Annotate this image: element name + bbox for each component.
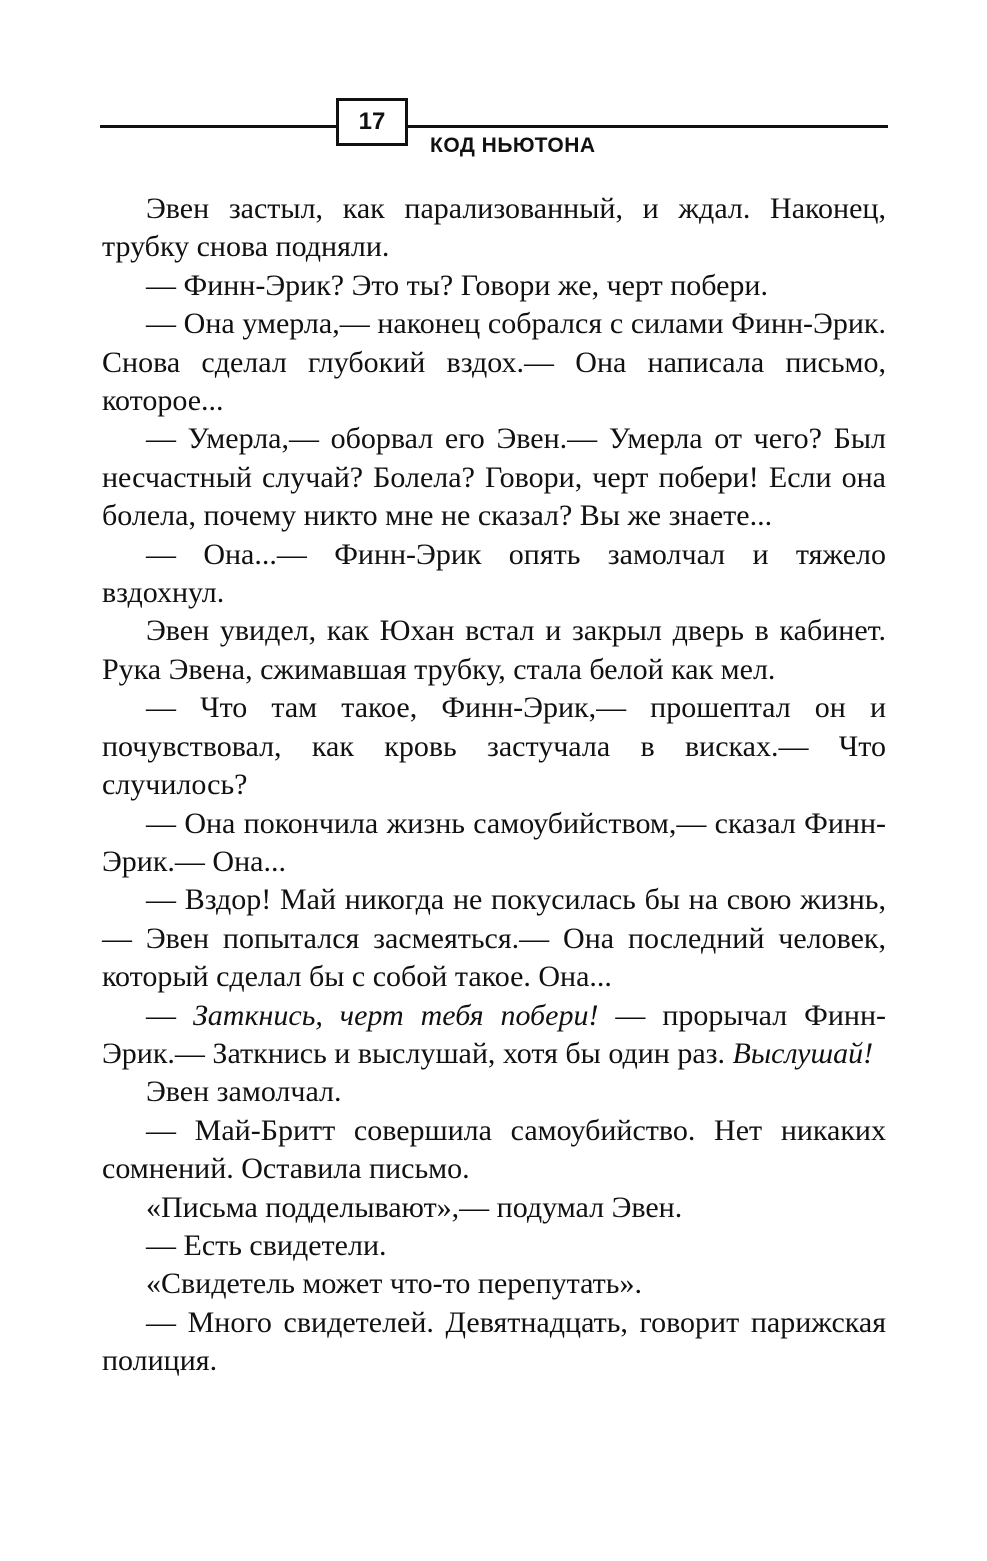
text-run: Эвен замолчал. <box>146 1075 342 1109</box>
body-text <box>102 190 886 1381</box>
paragraph <box>102 190 886 267</box>
paragraph <box>102 536 886 613</box>
paragraph <box>102 689 886 804</box>
italic-text-run: Выслушай! <box>732 1036 874 1070</box>
paragraph <box>102 881 886 996</box>
text-run: — Финн-Эрик? Это ты? Говори же, черт побери. <box>146 268 768 302</box>
paragraph <box>102 305 886 420</box>
paragraph <box>102 805 886 882</box>
paragraph <box>102 1304 886 1381</box>
text-run: — Много свидетелей. Девятнадцать, говорит парижская полиция. <box>102 1305 886 1378</box>
text-run: Эвен увидел, как Юхан встал и закрыл дверь в кабинет. Рука Эвена, сжимавшая трубку, стала белой как мел. <box>102 614 886 686</box>
header-rule-left <box>100 125 336 128</box>
paragraph <box>102 1189 886 1227</box>
paragraph <box>102 1073 886 1111</box>
text-run: — Есть свидетели. <box>146 1228 387 1262</box>
paragraph <box>102 420 886 535</box>
text-run: Эвен застыл, как парализованный, и ждал. Наконец, трубку снова подняли. <box>102 192 886 264</box>
paragraph <box>102 1265 886 1303</box>
text-run: — <box>146 998 193 1032</box>
paragraph <box>102 612 886 689</box>
text-run: — прорычал Финн-Эрик.— Заткнись и выслушай, хотя бы один раз. <box>102 998 887 1070</box>
running-header <box>100 96 888 166</box>
text-run: — Она...— Финн-Эрик опять замолчал и тяжело вздохнул. <box>102 537 886 610</box>
text-run: — Что там такое, Финн-Эрик,— прошептал он и почувствовал, как кровь застучала в висках.— Что случилось? <box>102 691 886 802</box>
paragraph <box>102 997 886 1074</box>
text-run: — Она умерла,— наконец собрался с силами Финн-Эрик. Снова сделал глубокий вздох.— Она написала письмо, которое... <box>102 307 886 418</box>
running-title: КОД НЬЮТОНА <box>430 134 596 157</box>
header-rule-right <box>408 125 888 128</box>
text-run: — Она покончила жизнь самоубийством,— сказал Финн-Эрик.— Она... <box>102 806 886 878</box>
italic-text-run: Заткнись, черт тебя побери! <box>192 998 599 1032</box>
text-run: «Свидетель может что-то перепутать». <box>146 1267 642 1301</box>
paragraph <box>102 1227 886 1265</box>
text-run: — Умерла,— оборвал его Эвен.— Умерла от чего? Был несчастный случай? Болела? Говори, черт побери! Если она болела, почему никто мне не сказал? Вы же знаете... <box>102 422 886 533</box>
text-run: — Май-Бритт совершила самоубийство. Нет никаких сомнений. Оставила письмо. <box>102 1113 886 1186</box>
page-number: 17 <box>336 98 408 146</box>
text-run: — Вздор! Май никогда не покусилась бы на свою жизнь,— Эвен попытался засмеяться.— Она последний человек, который сделал бы с собой такое. Она... <box>102 883 886 994</box>
paragraph <box>102 267 886 305</box>
text-run: «Письма подделывают»,— подумал Эвен. <box>146 1190 683 1224</box>
paragraph <box>102 1112 886 1189</box>
